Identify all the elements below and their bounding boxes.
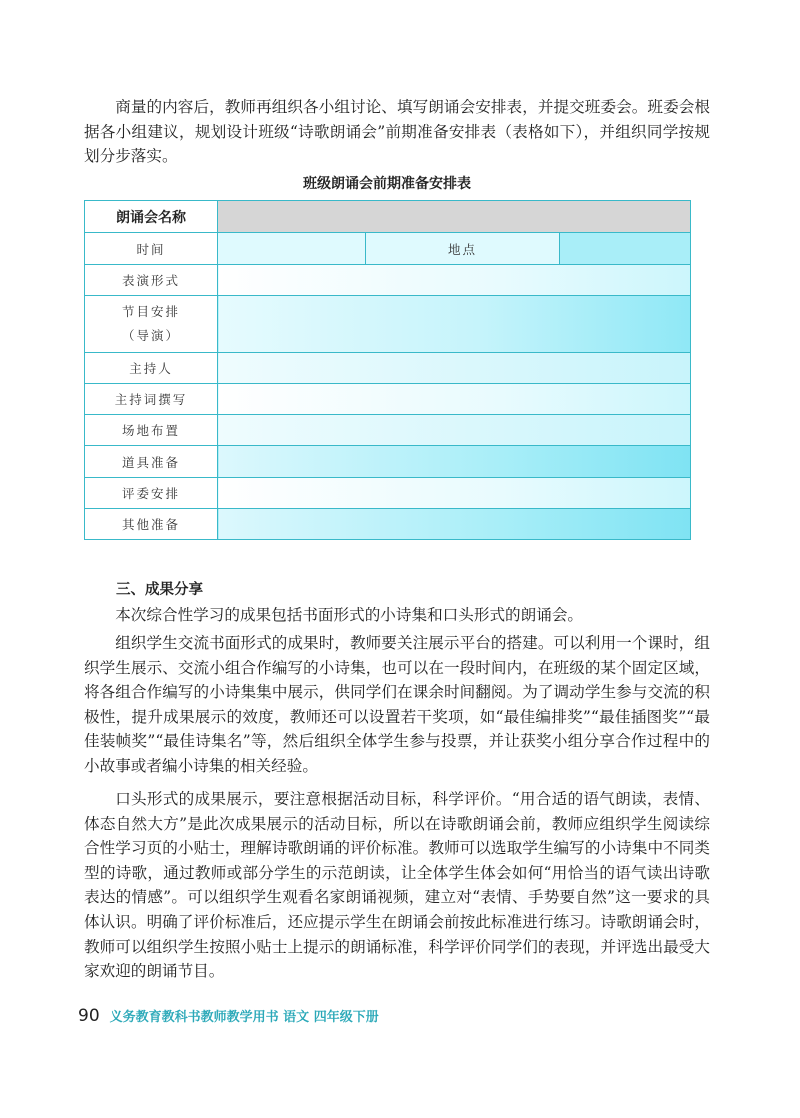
row-label-program-arrangement: 节目安排（导演） xyxy=(85,296,218,353)
body-paragraph: 口头形式的成果展示，要注意根据活动目标，科学评价。“用合适的语气朗读，表情、体态自然大方”是此次成果展示的活动目标，所以在诗歌朗诵会前，教师应组织学生阅读综合性学习页的小贴士，理解诗歌朗诵的评价标准。教师可以选取学生编写的小诗集中不同类型的诗歌，通过教师或部分学生的示范朗读，让全体学生体会如何“用恰当的语气读出诗歌表达的情感”。可以组织学生观看名家朗诵视频，建立对“表情、手势要自然”这一要求的具体认识。明确了评价标准后，还应提示学生在朗诵会前按此标准进行练习。诗歌朗诵会时，教师可以组织学生按照小贴士上提示的朗诵标准，科学评价同学们的表现，并评选出最受大家欢迎的朗诵节目。 xyxy=(84,790,710,981)
body-paragraph: 组织学生交流书面形式的成果时，教师要关注展示平台的搭建。可以利用一个课时，组织学生展示、交流小组合作编写的小诗集，也可以在一段时间内，在班级的某个固定区域，将各组合作编写的小诗集集中展示，供同学们在课余时间翻阅。为了调动学生参与交流的积极性，提升成果展示的效度，教师还可以设置若干奖项，如“最佳编排奖”“最佳插图奖”“最佳装帧奖”“最佳诗集名”等，然后组织全体学生参与投票，并让获奖小组分享合作过程中的小故事或者编小诗集的相关经验。 xyxy=(84,634,710,775)
table-row xyxy=(85,415,691,446)
row-value-cell xyxy=(218,415,691,446)
row-label-venue-setup: 场地布置 xyxy=(85,415,218,446)
table-row xyxy=(85,509,691,540)
row-value-cell xyxy=(218,265,691,296)
place-value-cell xyxy=(560,233,691,265)
time-value-cell xyxy=(218,233,366,265)
table-row xyxy=(85,265,691,296)
row-value-cell xyxy=(218,478,691,509)
name-value-cell xyxy=(218,201,691,233)
intro-paragraph: 商量的内容后，教师再组织各小组讨论、填写朗诵会安排表，并提交班委会。班委会根据各小组建议，规划设计班级“诗歌朗诵会”前期准备安排表（表格如下），并组织同学按规划分步落实。 xyxy=(84,98,710,166)
row-value-cell xyxy=(218,296,691,353)
row-value-cell xyxy=(218,384,691,415)
section-heading: 三、成果分享 xyxy=(116,582,203,598)
table-row-name xyxy=(85,201,691,233)
row-value-cell xyxy=(218,509,691,540)
table-row xyxy=(85,478,691,509)
row-label-host-script: 主持词撰写 xyxy=(85,384,218,415)
table-row xyxy=(85,384,691,415)
name-label: 朗诵会名称 xyxy=(85,201,218,233)
page-number: 90 xyxy=(78,1006,100,1026)
preparation-schedule-table xyxy=(84,200,691,540)
table-row-time-place xyxy=(85,233,691,265)
body-paragraph: 本次综合性学习的成果包括书面形式的小诗集和口头形式的朗诵会。 xyxy=(115,606,584,624)
table-row xyxy=(85,353,691,384)
row-value-cell xyxy=(218,353,691,384)
place-label: 地点 xyxy=(366,233,560,265)
table-row xyxy=(85,446,691,478)
row-label-performance-form: 表演形式 xyxy=(85,265,218,296)
page-footer xyxy=(78,1006,379,1026)
row-label-judges: 评委安排 xyxy=(85,478,218,509)
time-label: 时间 xyxy=(85,233,218,265)
table-title: 班级朗诵会前期准备安排表 xyxy=(303,176,471,192)
row-label-props: 道具准备 xyxy=(85,446,218,478)
table-row xyxy=(85,296,691,353)
row-value-cell xyxy=(218,446,691,478)
row-label-host: 主持人 xyxy=(85,353,218,384)
row-label-other: 其他准备 xyxy=(85,509,218,540)
book-title: 义务教育教科书教师教学用书 语文 四年级下册 xyxy=(109,1010,379,1025)
